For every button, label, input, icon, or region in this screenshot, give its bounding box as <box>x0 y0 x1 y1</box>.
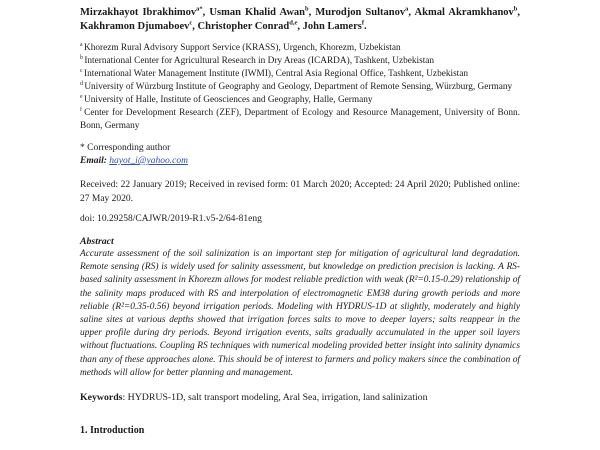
affiliation-list <box>80 42 520 133</box>
affiliation: $^c$ International Water Management Institute (IWMI), Central Asia Regional Office, Tashkent, Uzbekistan <box>80 67 469 79</box>
email-link[interactable]: hayot_i@yahoo.com <box>109 156 188 166</box>
author: Akmal Akramkhanov$^b$, <box>414 5 521 18</box>
affiliation: $^a$ Khorezm Rural Advisory Support Service (KRASS), Urgench, Khorezm, Uzbekistan <box>80 41 401 53</box>
author: John Lamers$^f$. <box>302 19 367 32</box>
author: Christopher Conrad$^{d,e}$, <box>197 19 303 32</box>
affiliation: $^f$ Center for Development Research (ZEF), Department of Ecology and Resource Management, University of Bonn. Bonn, Germany <box>80 106 520 131</box>
keywords-line <box>80 391 520 404</box>
author-list <box>80 6 520 34</box>
corresponding-author-label: * Corresponding author <box>80 143 171 153</box>
article-history: Received: 22 January 2019; Received in revised form: 01 March 2020; Accepted: 24 April 2020; Published online: 27 May 2020. <box>80 180 520 204</box>
abstract-text: Accurate assessment of the soil salinization is an important step for mitigation of agricultural land degradation. Remote sensing (RS) is widely used for salinity assessment, but knowledge on prediction precision is lacking. A RS-based salinity assessment in Khorezm allows for modest reliable prediction with weak (R²=0.15-0.29) relationship of the salinity maps produced with RS and interpolation of electromagnetic EM38 during growth periods and more reliable (R²=0.35-0.56) beyond irrigation periods. Modeling with HYDRUS-1D at slightly, moderately and highly saline sites at various depths showed that irrigation forces salts to move to deeper layers; salts reappear in the upper profile during dry periods. Beyond irrigation events, salts gradually accumulated in the upper soil layers without fluctuations. Coupling RS techniques with numerical modeling provided better insight into salinity dynamics than any of these approaches alone. This should be of interest to farmers and policy makers since the combination of methods will allow for better planning and management. <box>80 249 520 378</box>
author: Murodjon Sultanov$^a$, <box>315 5 415 18</box>
corresponding-author-note <box>80 142 520 168</box>
affiliation: $^d$ University of Würzburg Institute of Geography and Geology, Department of Remote Sensing, Würzburg, Germany <box>80 80 513 92</box>
author: Usman Khalid Awan$^b$, <box>209 5 316 18</box>
keywords-label: Keywords <box>80 392 123 404</box>
author: Mirzakhayot Ibrakhimov$^{a*}$, <box>80 5 210 18</box>
email-label: Email: <box>80 156 107 166</box>
doi-line: doi: 10.29258/CAJWR/2019-R1.v5-2/64-81eng <box>80 214 262 224</box>
author: Kakhramon Djumaboev$^c$, <box>80 19 198 32</box>
affiliation: $^b$ International Center for Agricultural Research in Dry Areas (ICARDA), Tashkent, Uzbekistan <box>80 54 435 66</box>
section-heading-introduction: 1. Introduction <box>80 425 145 437</box>
keywords-text: : HYDRUS-1D, salt transport modeling, Aral Sea, irrigation, land salinization <box>122 392 428 404</box>
abstract-heading: Abstract <box>80 236 114 247</box>
affiliation: $^e$ University of Halle, Institute of Geosciences and Geography, Halle, Germany <box>80 93 373 105</box>
